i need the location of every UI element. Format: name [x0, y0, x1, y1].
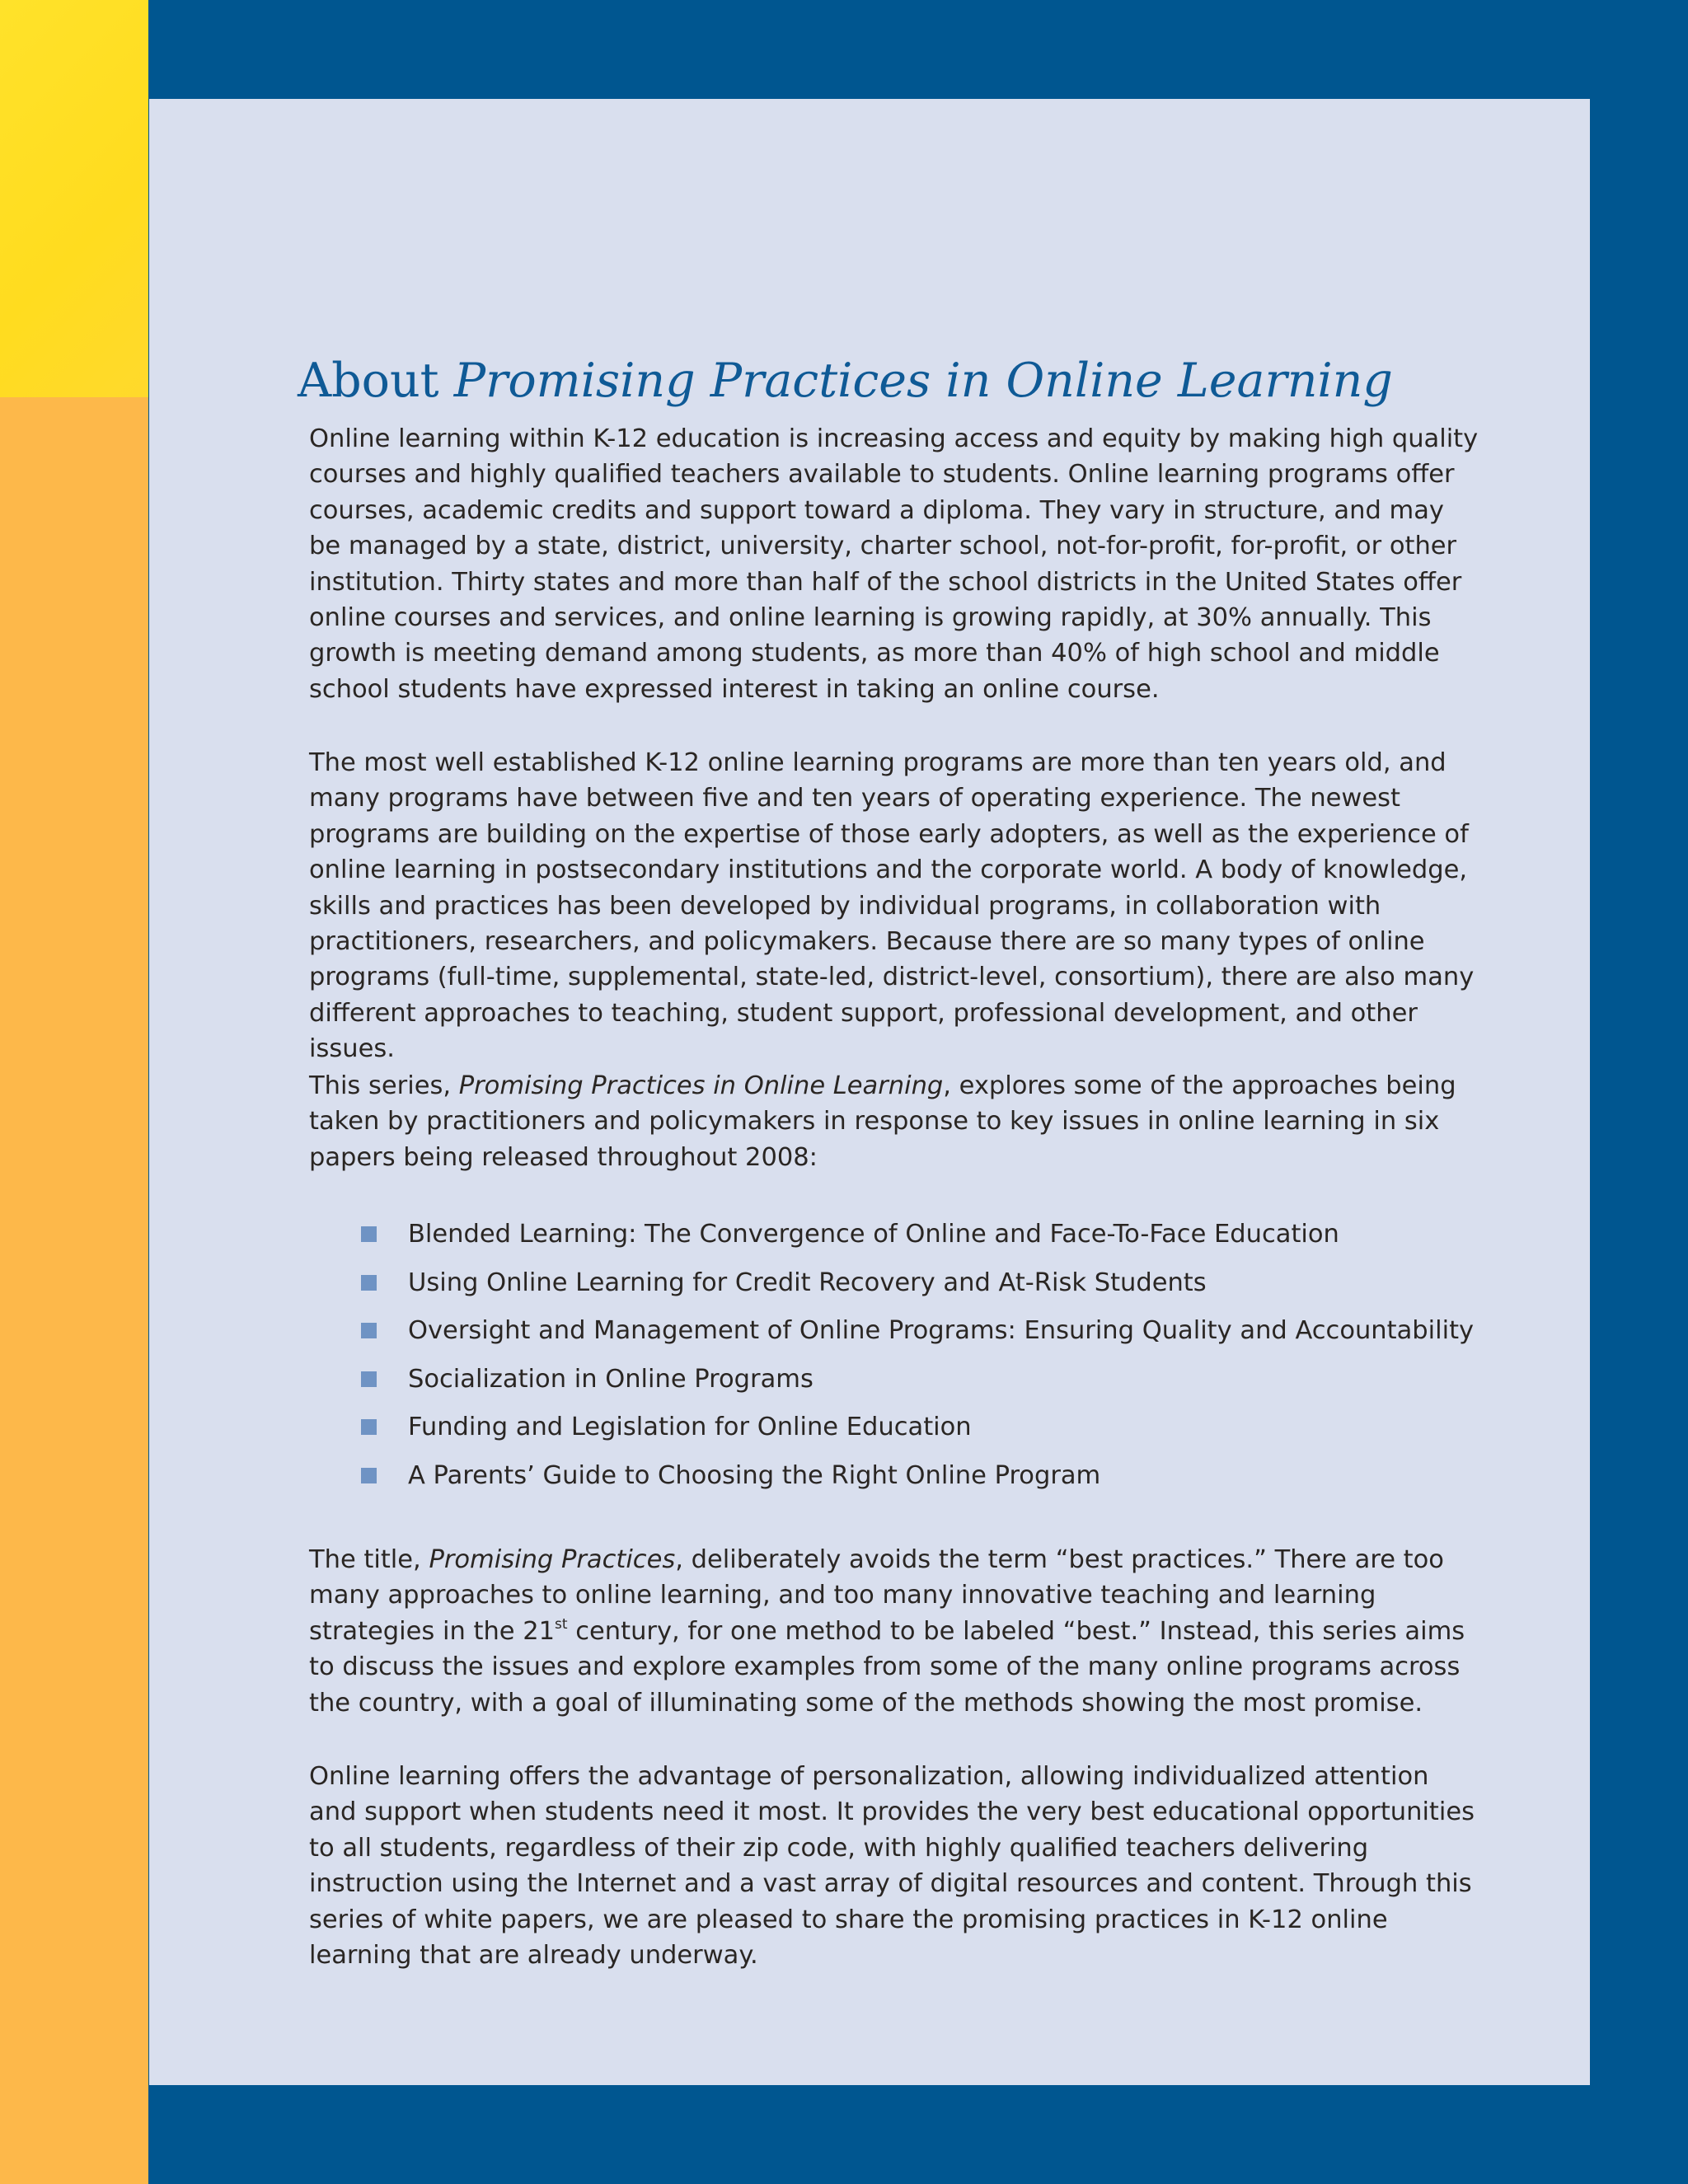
rationale-text-mid: , deliberately avoids the term “best practices.” There are too many approaches to online learning, and too many innovative teaching and learning strategies in the 21 — [309, 1545, 1444, 1646]
square-bullet-icon — [361, 1226, 377, 1242]
series-title-italic: Promising Practices in Online Learning — [458, 1071, 944, 1100]
series-text-after: , explores some of the approaches being taken by practitioners and policymakers in response to key issues in online learning in six papers being released throughout 2008: — [309, 1071, 1456, 1172]
ordinal-superscript: st — [555, 1615, 568, 1633]
paragraph-personalization: Online learning offers the advantage of personalization, allowing individualized attention and support when students need it most. It provides the very best educational opportunities to all students, regardless of their zip code, with highly qualified teachers delivering instruction using the Internet and a vast array of digital resources and content. Through this series of white papers, we are pleased to share the promising practices in K-12 online learning that are already underway. — [309, 1762, 1475, 1971]
list-item — [361, 1358, 1474, 1407]
paragraph-title-rationale — [309, 1542, 1479, 1721]
page-title — [298, 348, 1393, 414]
list-item-label: Funding and Legislation for Online Education — [408, 1413, 972, 1442]
title-series-name: Promising Practices in Online Learning — [453, 354, 1393, 408]
list-item-label: Blended Learning: The Convergence of Online and Face-To-Face Education — [408, 1220, 1339, 1249]
paragraph-intro: Online learning within K-12 education is increasing access and equity by making high quality courses and highly qualified teachers available to students. Online learning programs offer courses, academic credits and support toward a diploma. They vary in structure, and may be managed by a state, district, university, charter school, not-for-profit, for-profit, or other institution. Thirty states and more than half of the school districts in the United States offer online courses and services, and online learning is growing rapidly, at 30% annually. This growth is meeting demand among students, as more than 40% of high school and middle school students have expressed interest in taking an online course. — [309, 424, 1479, 704]
list-item — [361, 1262, 1474, 1310]
square-bullet-icon — [361, 1468, 377, 1483]
list-item — [361, 1455, 1474, 1503]
list-item — [361, 1213, 1474, 1262]
list-item — [361, 1406, 1474, 1455]
list-item-label: Socialization in Online Programs — [408, 1364, 814, 1394]
square-bullet-icon — [361, 1323, 377, 1338]
series-text-before: This series, — [309, 1071, 459, 1100]
rationale-text-before: The title, — [309, 1545, 429, 1574]
paragraph-established-programs: The most well established K-12 online learning programs are more than ten years old, and many programs have between five and ten years of operating experience. The newest programs are building on the expertise of those early adopters, as well as the experience of online learning in postsecondary institutions and the corporate world. A body of knowledge, skills and practices has been developed by individual programs, in collaboration with practitioners, researchers, and policymakers. Because there are so many types of online programs (full-time, supplemental, state-led, district-level, consortium), there are also many different approaches to teaching, student support, professional development, and other issues. — [309, 748, 1475, 1064]
paper-list — [361, 1213, 1474, 1503]
square-bullet-icon — [361, 1275, 377, 1291]
rationale-title-italic: Promising Practices — [429, 1545, 676, 1574]
paragraph-series-overview — [309, 1068, 1479, 1175]
title-prefix: About — [298, 354, 439, 408]
orange-side-strip — [0, 397, 148, 2184]
list-item — [361, 1310, 1474, 1358]
square-bullet-icon — [361, 1371, 377, 1387]
rationale-text-after: century, for one method to be labeled “best.” Instead, this series aims to discuss the issues and explore examples from some of the many online programs across the country, with a goal of illuminating some of the methods showing the most promise. — [309, 1616, 1465, 1718]
list-item-label: Oversight and Management of Online Programs: Ensuring Quality and Accountability — [408, 1316, 1475, 1346]
list-item-label: Using Online Learning for Credit Recovery and At-Risk Students — [408, 1268, 1207, 1297]
square-bullet-icon — [361, 1419, 377, 1435]
list-item-label: A Parents’ Guide to Choosing the Right Online Program — [408, 1460, 1101, 1490]
yellow-corner-block — [0, 0, 148, 397]
